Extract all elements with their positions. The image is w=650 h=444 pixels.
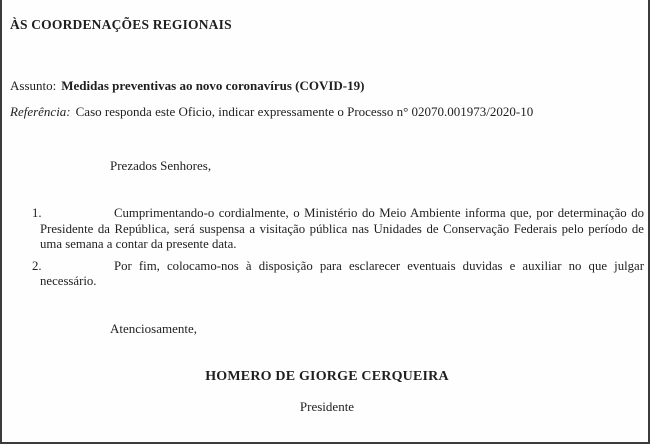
signature-name: HOMERO DE GIORGE CERQUEIRA	[205, 369, 449, 384]
signature-title: Presidente	[299, 399, 355, 414]
paragraph-2	[32, 258, 644, 290]
paragraph-2-text: Por fim, colocamo-nos à disposição para esclarecer eventuais duvidas e auxiliar no que julgar necessário.	[40, 258, 644, 289]
recipient-line: ÀS COORDENAÇÕES REGIONAIS	[10, 17, 232, 32]
paragraph-1-text: Cumprimentando-o cordialmente, o Ministério do Meio Ambiente informa que, por determinação do Presidente da República, será suspensa a visitação pública nas Unidades de Conservação Federais pelo período de uma semana a contar da presente data.	[40, 206, 644, 252]
paragraph-1-number: 1.	[32, 206, 42, 220]
subject-value: Medidas preventivas ao novo coronavírus (COVID-19)	[61, 78, 365, 93]
subject-label: Assunto:	[10, 78, 57, 93]
subject-line	[10, 78, 364, 94]
paragraph-2-number: 2.	[32, 258, 42, 273]
closing: Atenciosamente,	[110, 321, 197, 336]
body-paragraphs	[32, 206, 644, 290]
salutation: Prezados Senhores,	[110, 158, 212, 173]
reference-line	[10, 104, 533, 120]
reference-label: Referência:	[10, 104, 71, 119]
reference-value: Caso responda este Oficio, indicar expressamente o Processo n° 02070.001973/2020-10	[75, 104, 534, 119]
paragraph-1	[32, 206, 644, 253]
